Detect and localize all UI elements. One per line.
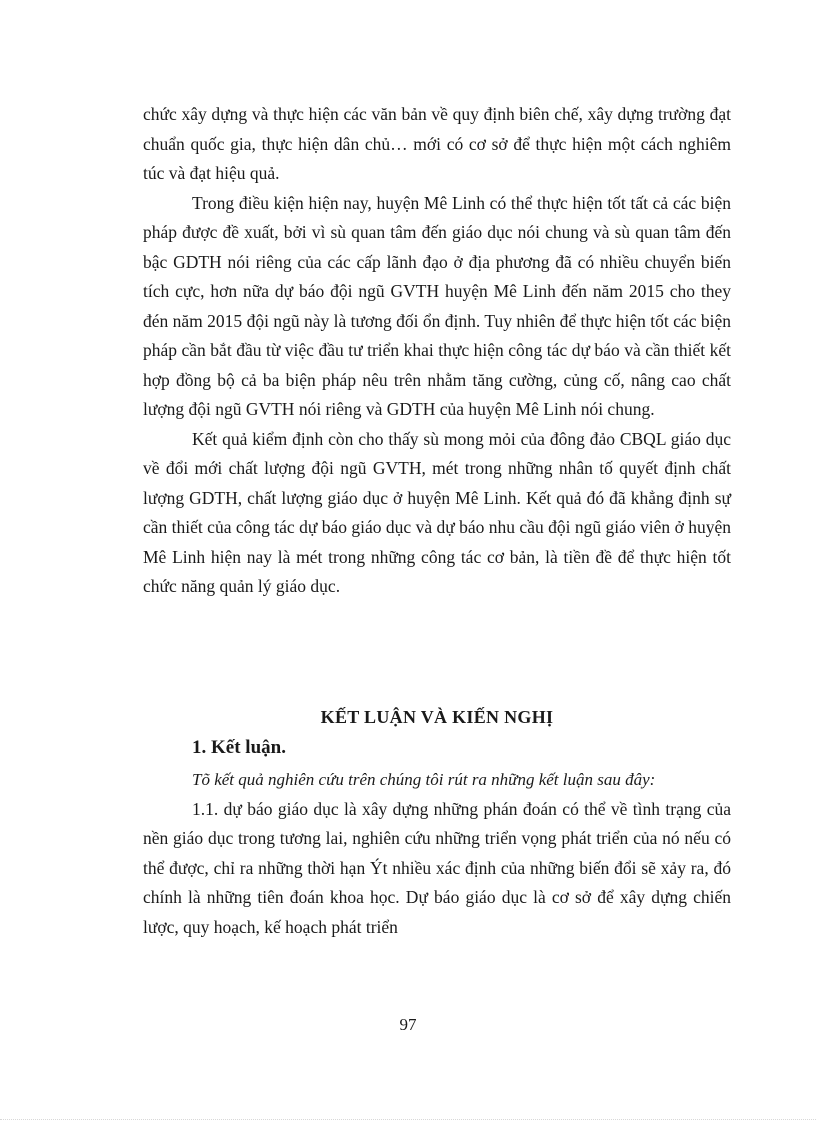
section-spacer <box>143 602 731 702</box>
paragraph-conditions: Trong điều kiện hiện nay, huyện Mê Linh có thể thực hiện tốt tất cả các biện pháp được đề xuất, bởi vì sù quan tâm đến giáo dục nói chung và sù quan tâm đến bậc GDTH nói riêng của các cấp lãnh đạo ở địa phương đã có nhiều chuyển biến tích cực, hơn nữa dự báo đội ngũ GVTH huyện Mê Linh đến năm 2015 cho they đén năm 2015 đội ngũ này là tương đối ổn định. Tuy nhiên để thực hiện tốt các biện pháp cần bắt đầu từ việc đầu tư triển khai thực hiện công tác dự báo và cần thiết kết hợp đồng bộ cả ba biện pháp nêu trên nhằm tăng cường, củng cố, nâng cao chất lượng đội ngũ GVTH nói riêng và GDTH của huyện Mê Linh nói chung. <box>143 192 731 419</box>
page-bottom-rule <box>0 1119 816 1120</box>
section-heading: KẾT LUẬN VÀ KIẾN NGHỊ <box>320 706 554 727</box>
paragraph-results: Kết quả kiểm định còn cho thấy sù mong mỏi của đông đảo CBQL giáo dục về đổi mới chất lượng đội ngũ GVTH, mét trong những nhân tố quyết định chất lượng GDTH, chất lượng giáo dục ở huyện Mê Linh. Kết quả đó đã khẳng định sự cần thiết của công tác dự báo giáo dục và dự báo nhu cầu đội ngũ giáo viên ở huyện Mê Linh hiện nay là mét trong những công tác cơ bản, là tiền đề để thực hiện tốt chức năng quản lý giáo dục. <box>143 428 731 596</box>
page-body <box>143 100 731 942</box>
conclusion-point-1: 1.1. dự báo giáo dục là xây dựng những phán đoán có thể về tình trạng của nền giáo dục trong tương lai, nghiên cứu những triển vọng phát triển của nó nếu có thể được, chỉ ra những thời hạn Ýt nhiều xác định của những biến đổi sẽ xảy ra, đó chính là những tiên đoán khoa học. Dự báo giáo dục là cơ sở để xây dựng chiến lược, quy hoạch, kế hoạch phát triển <box>143 798 731 937</box>
subsection-heading: 1. Kết luận. <box>192 736 286 758</box>
conclusion-intro: Tõ kết quả nghiên cứu trên chúng tôi rút ra những kết luận sau đây: <box>192 769 656 789</box>
paragraph-continuation: chức xây dựng và thực hiện các văn bản về quy định biên chế, xây dựng trường đạt chuẩn quốc gia, thực hiện dân chủ… mới có cơ sở để thực hiện một cách nghiêm túc và đạt hiệu quả. <box>143 104 731 183</box>
page-number: 97 <box>399 1015 417 1034</box>
